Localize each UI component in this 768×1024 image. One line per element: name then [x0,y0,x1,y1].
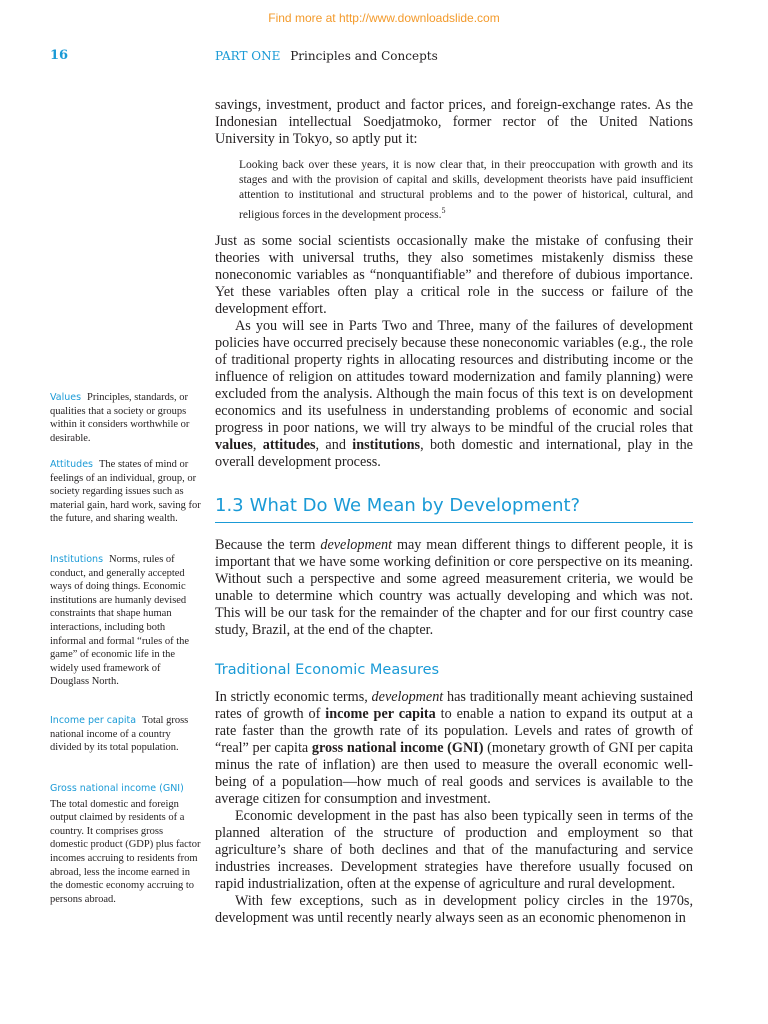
glossary-term: Gross national income (GNI) [50,783,184,794]
part-label: PART ONE [215,49,281,63]
quote-text: Looking back over these years, it is now clear that, in their preoccupation with growth and its stages and with the provision of capital and skills, development theorists have paid insufficient attention to institutional and structural problems and to the power of historical, cultural, and religious forces in the development process. [239,159,693,221]
glossary-term: Values [50,392,82,403]
download-link[interactable]: Find more at http://www.downloadslide.com [268,11,500,25]
paragraph [215,318,693,471]
footnote-marker: 5 [441,206,446,215]
glossary-term: Institutions [50,554,104,565]
paragraph: Just as some social scientists occasionally make the mistake of confusing their theories with universal truths, they also sometimes mistakenly dismiss these noneconomic variables as “nonquantifiable” and therefore of dubious importance. Yet these variables often play a critical role in the success or failure of the development effort. [215,232,693,317]
running-head [215,49,438,63]
block-quote [239,158,693,223]
page-number: 16 [50,48,69,63]
keyword-income-per-capita: income per capita [325,705,436,722]
glossary-entry-values [50,391,202,445]
glossary-definition: Norms, rules of conduct, and generally accepted ways of doing things. Economic institutions are humanly devised constraints that shape human interactions, including both informal and formal “rules of the game” of economic life in the widely used framework of Douglass North. [50,554,190,688]
glossary-definition: Total gross national income of a country divided by its total population. [50,715,189,754]
paragraph: With few exceptions, such as in development policy circles in the 1970s, development was until recently nearly always seen as an economic phenomenon in [215,892,693,926]
keyword-institutions: institutions [352,436,421,453]
subsection-heading: Traditional Economic Measures [215,661,440,678]
text-run: In strictly economic terms, [215,688,372,705]
text-run: has traditionally meant achieving sustained rates of growth of [215,688,693,722]
text-run: , both domestic and international, play in the overall development process. [215,436,693,470]
text-run: , and [315,436,353,453]
glossary-term: Income per capita [50,715,137,726]
section-title: What Do We Mean by Development? [249,494,581,516]
text-run: to enable a nation to expand its output at a rate faster than the growth rate of its population. Levels and rates of growth of “real” per capita [215,705,693,756]
italic-term: development [320,536,393,553]
main-text [215,97,693,927]
keyword-gni: gross national income (GNI) [311,739,484,756]
keyword-values: values [215,436,253,453]
glossary-entry-income-per-capita [50,714,202,755]
glossary-definition: Principles, standards, or qualities that a society or groups within it considers worthwhile or desirable. [50,392,190,444]
text-run: Because the term [215,536,321,553]
text-run: (monetary growth of GNI per capita minus the rate of inflation) are then used to measure the overall economic well-being of a population—how much of real goods and services is available to the average citizen for consumption and investment. [215,739,694,807]
glossary-entry-attitudes [50,458,202,526]
section-number: 1.3 [215,494,244,516]
text-run: , [252,436,263,453]
paragraph [215,689,693,808]
glossary-definition: The states of mind or feelings of an individual, group, or society regarding issues such as material gain, hard work, saving for the future, and sharing wealth. [50,459,201,525]
glossary-definition: The total domestic and foreign output claimed by residents of a country. It comprises gross domestic product (GDP) plus factor incomes accruing to residents from abroad, less the income earned in the domestic economy accruing to persons abroad. [50,798,201,905]
italic-term: development [371,688,444,705]
glossary-term: Attitudes [50,459,93,470]
keyword-attitudes: attitudes [262,436,316,453]
glossary-entry-institutions [50,553,202,689]
part-title: Principles and Concepts [290,49,438,63]
section-heading [215,495,693,523]
paragraph [215,537,693,639]
text-run: As you will see in Parts Two and Three, many of the failures of development policies have occurred precisely because these noneconomic variables (e.g., the role of traditional property rights in allocating resources and distributing income or the influence of religion on attitudes toward modernization and family planning) were excluded from the analysis. Although the main focus of this text is on development economics and its usefulness in understanding problems of economic and social progress in poor nations, we will try always to be mindful of the crucial roles that [215,317,693,436]
paragraph: savings, investment, product and factor prices, and foreign-exchange rates. As the Indonesian intellectual Soedjatmoko, former rector of the United Nations University in Tokyo, so aptly put it: [215,97,693,147]
paragraph: Economic development in the past has also been typically seen in terms of the planned alteration of the structure of production and employment so that agriculture’s share of both declines and that of the manufacturing and service industries increases. Development strategies have therefore usually focused on rapid industrialization, often at the expense of agriculture and rural development. [215,807,693,892]
text-run: may mean different things to different people, it is important that we have some working definition or core perspective on its meaning. Without such a perspective and some agreed measurement criteria, we would be unable to determine which country was actually developing and which was not. This will be our task for the remainder of the chapter and for our first country case study, Brazil, at the end of the chapter. [215,536,693,638]
glossary-entry-gni [50,782,202,906]
